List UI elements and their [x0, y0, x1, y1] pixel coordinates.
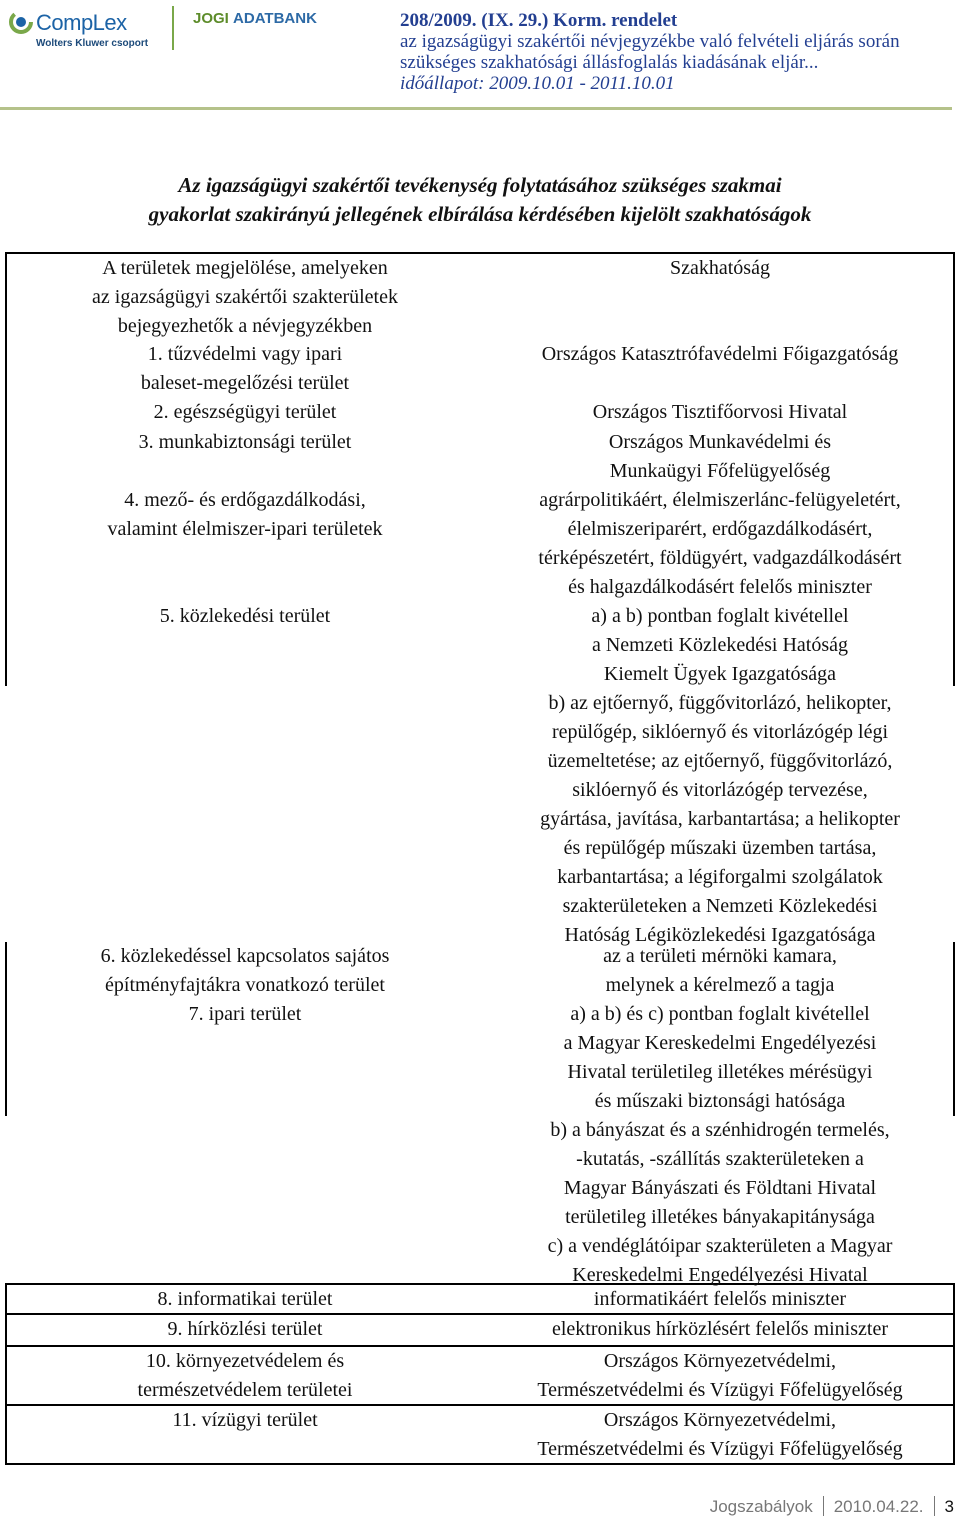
footer-source: Jogszabályok — [709, 1497, 813, 1516]
document-title: Az igazságügyi szakértői tevékenység folytatásához szükséges szakmai gyakorlat szakirányú jellegének elbírálása kérdésében kijelölt szakhatóságok — [148, 173, 812, 226]
row-11-authority: Országos Környezetvédelmi, Természetvédelmi és Vízügyi Főfelügyelőség — [537, 1409, 903, 1460]
footer-divider — [934, 1496, 935, 1516]
row-5-authority: a) a b) pontban foglalt kivétellel a Nemzeti Közlekedési Hatóság Kiemelt Ügyek Igazgatósága b) az ejtőernyő, függővitorlázó, helikopter, repülőgép, siklóernyő és vitorlázógép légi üzemeltetése; az ejtőernyő, függővitorlázó, siklóernyő és vitorlázógép tervezése, gyártása, javítása, karbantartása; a helikopter és repülőgép műszaki üzemben tartása, karbantartása; a légiforgalmi szolgálatok szakterületeken a Nemzeti Közlekedési Hatóság Légiközlekedési Igazgatósága — [540, 605, 900, 946]
row-7-area: 7. ipari terület — [188, 1003, 302, 1025]
row-2-authority: Országos Tisztifőorvosi Hivatal — [592, 401, 848, 423]
validity-period: időállapot: 2009.10.01 - 2011.10.01 — [400, 73, 675, 94]
row-8-authority: informatikáért felelős miniszter — [593, 1288, 847, 1310]
row-6-area: 6. közlekedéssel kapcsolatos sajátos építményfajtákra vonatkozó terület — [100, 945, 390, 996]
row-4-authority: agrárpolitikáért, élelmiszerlánc-felügyeletért, élelmiszeriparért, erdőgazdálkodásért, térképészetért, földügyért, vadgazdálkodásért és halgazdálkodásért felelős miniszter — [538, 489, 902, 598]
row-9-area: 9. hírközlési terület — [167, 1318, 323, 1340]
row-3-area: 3. munkabiztonsági terület — [138, 431, 352, 453]
header-area-cell: A területek megjelölése, amelyeken az igazságügyi szakértői szakterületek bejegyezhetők a névjegyzékben — [92, 257, 398, 337]
row-9-authority: elektronikus hírközlésért felelős miniszter — [551, 1318, 888, 1340]
footer-date: 2010.04.22. — [833, 1497, 924, 1516]
row-6-authority: az a területi mérnöki kamara, melynek a kérelmező a tagja — [603, 945, 837, 996]
law-title-line-2: szükséges szakhatósági állásfoglalás kiadásának eljár... — [400, 52, 819, 73]
header-authority-cell: Szakhatóság — [670, 257, 770, 279]
row-8-area: 8. informatikai terület — [157, 1288, 333, 1310]
row-1-area: 1. tűzvédelmi vagy ipari baleset-megelőzési terület — [140, 343, 350, 394]
row-11-area: 11. vízügyi terület — [172, 1409, 318, 1431]
complex-subtitle: Wolters Kluwer csoport — [36, 38, 149, 49]
complex-swirl-icon — [8, 8, 34, 36]
page-number: 3 — [944, 1497, 954, 1516]
page-footer — [710, 1496, 954, 1517]
footer-divider — [823, 1496, 824, 1516]
authority-table — [5, 252, 955, 1465]
row-7-authority: a) a b) és c) pontban foglalt kivétellel a Magyar Kereskedelmi Engedélyezési Hivatal területileg illetékes mérésügyi és műszaki biztonsági hatósága b) a bányászat és a szénhidrogén termelés, -kutatás, -szállítás szakterületeken a Magyar Bányászati és Földtani Hivatal területileg illetékes bányakapitánysága c) a vendéglátóipar szakterületen a Magyar Kereskedelmi Engedélyezési Hivatal — [547, 1003, 893, 1286]
complex-brand: CompLex — [36, 10, 127, 35]
complex-logo — [8, 6, 168, 50]
jogi-text: JOGI — [193, 10, 229, 27]
row-2-area: 2. egészségügyi terület — [153, 401, 337, 423]
row-3-authority: Országos Munkavédelmi és Munkaügyi Főfelügyelőség — [608, 431, 832, 482]
header-rule — [0, 107, 952, 110]
row-1-authority: Országos Katasztrófavédelmi Főigazgatóság — [541, 343, 899, 365]
law-title-line-1: az igazságügyi szakértői névjegyzékbe való felvételi eljárás során — [400, 31, 900, 52]
law-number: 208/2009. (IX. 29.) Korm. rendelet — [400, 10, 678, 31]
row-10-authority: Országos Környezetvédelmi, Természetvédelmi és Vízügyi Főfelügyelőség — [537, 1350, 903, 1401]
logo-divider — [172, 6, 174, 50]
law-header — [400, 10, 950, 94]
row-4-area: 4. mező- és erdőgazdálkodási, valamint élelmiszer-ipari területek — [107, 489, 383, 540]
row-5-area: 5. közlekedési terület — [159, 605, 331, 627]
jogi-adatbank-text — [193, 10, 317, 27]
adatbank-text: ADATBANK — [233, 10, 317, 27]
row-10-area: 10. környezetvédelem és természetvédelem területei — [137, 1350, 353, 1401]
